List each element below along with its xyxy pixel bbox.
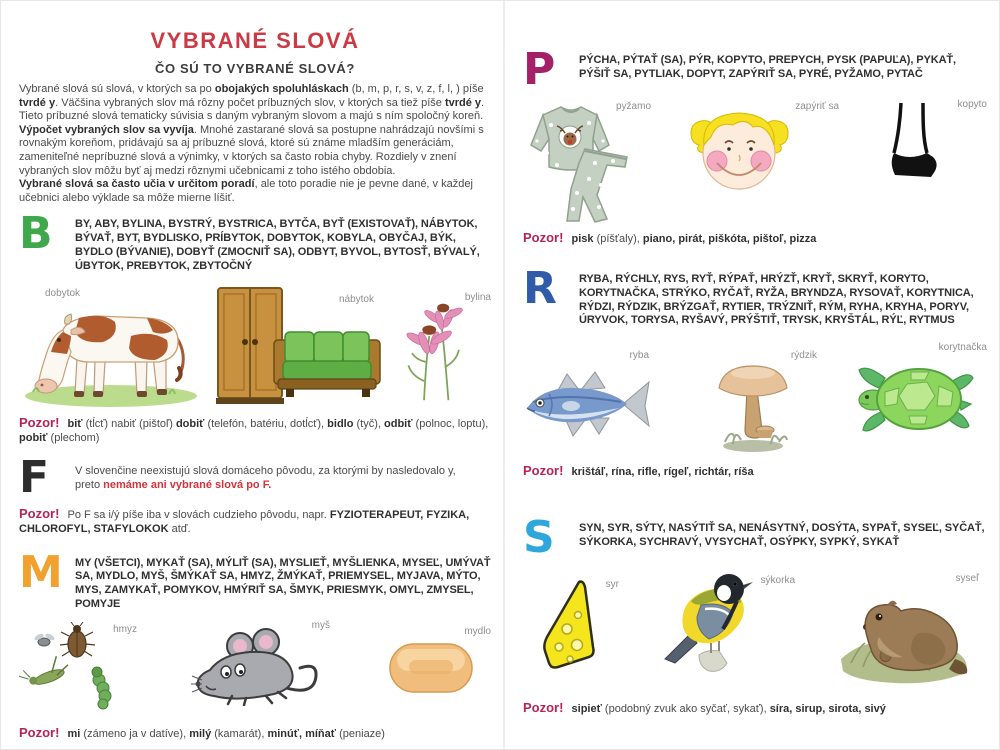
intro-paragraph: Vybrané slová sú slová, v ktorých sa po obojakých spoluhláskach (b, m, p, r, s, v, z, f, l, ) píše tvrdé y. Väčšina vybraných slov má rôzny počet príbuzných slov, v ktorých sa tiež píše tvrdé y. Tieto príbuzné slová tematicky súvisia s daným vybraným slovom a majú s ním spoločný koreň. Výpočet vybraných slov sa vyvíja. Mnohé zastarané slová sa postupne nahrádzajú novšími s rovnakým koreňom, pridávajú sa aj príbuzné slová, ktoré sú známe mladším generáciám, zameniteľné nepríbuzné slová a výnimky, v ktorých sa často robia chyby. Rozdiely v znení vybraných slov môžu byť aj medzi rôznymi učebnicami z toho istého obdobia. Vybrané slová sa často učia v určitom poradí, ale toto poradie nie je pevne dané, v každej učebnici alebo výklade sa môže mierne líšiť.	[19, 83, 485, 204]
figure-label: sýkorka	[760, 575, 795, 587]
cheese-icon	[537, 579, 599, 671]
illustrations-b	[19, 280, 491, 414]
word-list-b: BY, ABY, BYLINA, BYSTRÝ, BYSTRICA, BYTČA, BYŤ (EXISTOVAŤ), NÁBYTOK, BÝVAŤ, BYT, BYDLISKO, PRÍBYTOK, DOBYTOK, KOBYLA, OBYČAJ, BÝK, BYDLO (BÝVANIE), DOBYŤ (ZMOCNIŤ SA), ODBYT, BYVOL, BYTOSŤ, BÝVALÝ, ÚBYTOK, PREBYTOK, ZBYTOČNÝ	[75, 218, 480, 272]
section-letter-f: F	[19, 451, 50, 503]
ground-squirrel-icon	[835, 575, 975, 687]
figure-label: hmyz	[113, 623, 137, 635]
left-column	[19, 1, 491, 741]
figure-pyzamo	[523, 97, 651, 227]
section-letter-b: B	[19, 208, 53, 260]
pozor-label-b: Pozor!	[19, 414, 60, 430]
figure-label: pyžamo	[615, 101, 651, 112]
herb-icon	[391, 286, 471, 410]
pozor-text-m: mi (zámeno ja v datíve), milý (kamarát), minúť, míňať (peniaze)	[67, 727, 385, 740]
illustrations-s	[523, 567, 987, 693]
figure-label: zapýriť sa	[795, 101, 839, 112]
figure-label: dobytok	[45, 287, 81, 299]
page-title: VYBRANÉ SLOVÁ	[150, 28, 360, 53]
figure-label: rýdzik	[790, 350, 817, 362]
section-letter-m: M	[19, 546, 63, 598]
figure-label: nábytok	[338, 293, 374, 305]
hoof-icon	[887, 103, 942, 188]
blushing-girl-icon	[687, 103, 792, 195]
pozor-text-f: Po F sa i/ý píše iba v slovách cudzieho pôvodu, napr. FYZIOTERAPEUT, FYZIKA, CHLOROFYL, STAFYLOKOK atď.	[19, 508, 470, 535]
figure-dobytok	[19, 280, 209, 414]
pozor-note-m	[19, 726, 491, 741]
pozor-text-b: biť (tĺcť) nabiť (pištoľ) dobiť (telefón, batériu, dotĺcť), bidlo (tyč), odbiť (polnoc, loptu), pobiť (plechom)	[19, 417, 489, 444]
figure-mys	[188, 618, 336, 712]
illustrations-r	[523, 342, 987, 458]
section-s	[523, 512, 987, 564]
figure-label: myš	[311, 619, 330, 631]
pozor-label-m: Pozor!	[19, 724, 60, 740]
section-text-f: V slovenčine neexistujú slová domáceho pôvodu, za ktorými by nasledovalo y, preto nemáme ani vybrané slová po F.	[75, 464, 456, 491]
pozor-note-f	[19, 507, 491, 536]
cow-icon	[19, 296, 199, 408]
pozor-text-r: krištáľ, rína, rifle, rígeľ, richtár, ríša	[571, 466, 754, 479]
section-letter-r: R	[523, 263, 557, 314]
page-subtitle: ČO SÚ TO VYBRANÉ SLOVÁ?	[155, 61, 355, 76]
mouse-icon	[188, 628, 323, 706]
pozor-note-s	[523, 701, 987, 716]
pajamas-icon	[523, 101, 638, 225]
section-r	[523, 263, 987, 328]
figure-nabytok	[214, 280, 386, 414]
figure-korytnacka	[855, 342, 987, 458]
figure-mydlo	[387, 618, 491, 712]
word-list-p: PÝCHA, PÝTAŤ (SA), PÝR, KOPYTO, PREPYCH, PYSK (PAPUĽA), PYKAŤ, PÝŠIŤ SA, PYTLIAK, DOPYT, ZAPÝRIŤ SA, PYRÉ, PYŽAMO, PYTAČ	[579, 54, 957, 80]
word-list-s: SYN, SYR, SÝTY, NASÝTIŤ SA, NENÁSYTNÝ, DOSÝTA, SYPAŤ, SYSEĽ, SYČAŤ, SÝKORKA, SYCHRAVÝ, VYSYCHAŤ, OSÝPKY, SYPKÝ, SYKAŤ	[579, 522, 985, 548]
pozor-label-f: Pozor!	[19, 505, 60, 521]
turtle-icon	[855, 354, 975, 450]
pozor-label-p: Pozor!	[523, 230, 564, 245]
pozor-note-r	[523, 464, 987, 479]
figure-syr	[523, 567, 629, 693]
figure-ryba	[523, 342, 675, 458]
figure-rydzik	[713, 342, 817, 458]
pozor-note-b	[19, 416, 491, 445]
illustrations-p	[523, 97, 987, 227]
figure-label: kopyto	[957, 99, 987, 110]
pozor-text-s: sipieť (podobný zvuk ako syčať, sykať), síra, sirup, sirota, sivý	[571, 703, 886, 716]
pozor-note-p	[523, 231, 987, 246]
illustrations-m	[19, 618, 491, 712]
section-f	[19, 451, 491, 503]
figure-label: mydlo	[464, 625, 491, 637]
figure-hmyz	[19, 618, 137, 712]
figure-sysel	[835, 567, 987, 693]
section-b	[19, 208, 491, 273]
figure-label: syseľ	[955, 573, 979, 585]
word-list-r: RYBA, RÝCHLY, RYS, RYŤ, RÝPAŤ, HRÝZŤ, KRYŤ, SKRYŤ, KORYTO, KORYTNAČKA, STRÝKO, RYČAŤ, RYŽA, BRYNDZA, RYSOVAŤ, KORYTNICA, RÝDZI, RÝDZIK, BRÝZGAŤ, RYTIER, TRÝZNIŤ, RÝM, RYHA, KRYHA, PORYV, ÚRYVOK, TORYSA, RYŠAVÝ, PRÝŠTIŤ, TRYSK, KRYŠTÁL, RÝĽ, RYTMUS	[579, 273, 974, 327]
mushroom-icon	[713, 358, 795, 452]
column-divider	[503, 1, 505, 750]
right-column	[523, 1, 987, 716]
section-m	[19, 546, 491, 612]
figure-kopyto	[875, 97, 987, 227]
figure-sykorka	[661, 567, 803, 693]
word-list-m: MY (VŠETCI), MYKAŤ (SA), MÝLIŤ (SA), MYSLIEŤ, MYŠLIENKA, MYSEĽ, UMÝVAŤ SA, MYDLO, MYŠ, ŠMÝKAŤ SA, HMYZ, ŽMÝKAŤ, PRIEMYSEL, MYJAVA, MÝTO, MYS, ZAMYKAŤ, POMYKOV, HMÝRIŤ SA, ŠMYK, PRIESMYK, OMYL, ZMYSEL, POMYJE	[75, 556, 491, 610]
figure-label: ryba	[629, 350, 649, 362]
section-letter-p: P	[523, 44, 556, 95]
soap-icon	[387, 638, 475, 696]
pozor-text-p: pisk (píšťaly), piano, pirát, piškóta, pištoľ, pizza	[571, 233, 817, 245]
figure-bylina	[391, 280, 491, 414]
pozor-label-r: Pozor!	[523, 463, 564, 479]
section-letter-s: S	[523, 512, 555, 564]
fish-icon	[523, 366, 651, 444]
section-p	[523, 44, 987, 95]
figure-label: korytnačka	[938, 342, 987, 354]
pozor-label-s: Pozor!	[523, 700, 564, 716]
figure-label: bylina	[464, 291, 491, 303]
bird-icon	[661, 571, 756, 677]
figure-label: syr	[605, 579, 619, 591]
figure-zapyrit-sa	[687, 97, 839, 227]
insects-icon	[19, 622, 119, 710]
